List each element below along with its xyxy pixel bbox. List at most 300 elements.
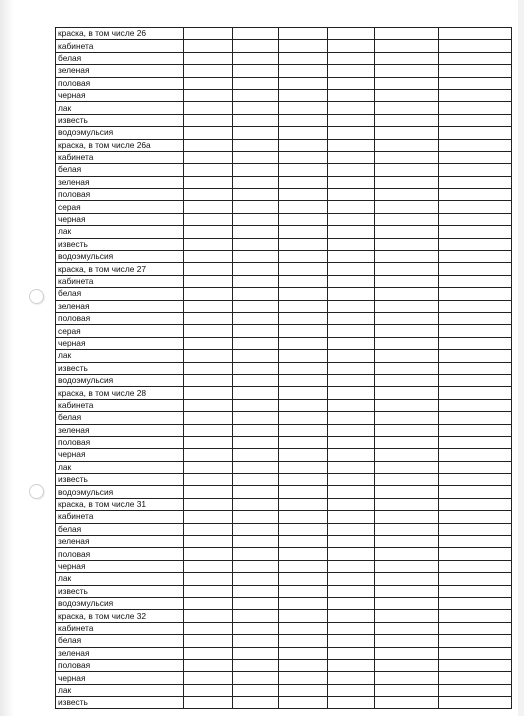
empty-cell [233,436,279,448]
table-row [56,238,512,250]
empty-cell [328,622,375,634]
empty-cell [439,610,512,622]
empty-cell [328,536,375,548]
empty-cell [279,263,328,275]
empty-cell [184,635,233,647]
empty-cell [279,114,328,126]
empty-cell [439,151,512,163]
table-row [56,659,512,671]
empty-cell [279,635,328,647]
empty-cell [328,127,375,139]
empty-cell [375,226,439,238]
empty-cell [184,213,233,225]
empty-cell [439,300,512,312]
empty-cell [233,102,279,114]
table-row [56,325,512,337]
empty-cell [279,374,328,386]
empty-cell [328,139,375,151]
empty-cell [279,350,328,362]
material-label: известь [56,474,184,486]
empty-cell [375,672,439,684]
empty-cell [439,560,512,572]
empty-cell [375,486,439,498]
empty-cell [375,312,439,324]
empty-cell [184,387,233,399]
empty-cell [439,65,512,77]
material-label: зеленая [56,65,184,77]
material-label: краска, в том числе 31 [56,498,184,510]
table-row [56,350,512,362]
empty-cell [279,622,328,634]
empty-cell [184,523,233,535]
empty-cell [184,251,233,263]
empty-cell [279,77,328,89]
empty-cell [233,201,279,213]
empty-cell [233,114,279,126]
table-row [56,474,512,486]
empty-cell [439,176,512,188]
empty-cell [233,275,279,287]
empty-cell [233,77,279,89]
material-label: черная [56,672,184,684]
empty-cell [233,176,279,188]
empty-cell [279,102,328,114]
material-label: краска, в том числе 32 [56,610,184,622]
table-row [56,424,512,436]
empty-cell [328,325,375,337]
materials-table [55,27,512,709]
empty-cell [375,288,439,300]
table-row [56,548,512,560]
empty-cell [233,251,279,263]
empty-cell [439,350,512,362]
empty-cell [184,337,233,349]
empty-cell [233,288,279,300]
empty-cell [439,102,512,114]
empty-cell [279,238,328,250]
empty-cell [184,312,233,324]
empty-cell [279,362,328,374]
empty-cell [328,337,375,349]
empty-cell [184,697,233,709]
material-label: известь [56,114,184,126]
table-row [56,275,512,287]
empty-cell [233,387,279,399]
empty-cell [184,536,233,548]
table-row [56,89,512,101]
table-row [56,288,512,300]
empty-cell [375,89,439,101]
table-row [56,436,512,448]
material-label: белая [56,635,184,647]
empty-cell [184,511,233,523]
empty-cell [279,536,328,548]
table-row [56,213,512,225]
empty-cell [439,251,512,263]
table-row [56,40,512,52]
empty-cell [375,424,439,436]
empty-cell [375,176,439,188]
empty-cell [184,139,233,151]
material-label: краска, в том числе 28 [56,387,184,399]
empty-cell [184,176,233,188]
empty-cell [233,238,279,250]
table-row [56,77,512,89]
empty-cell [439,511,512,523]
material-label: половая [56,77,184,89]
empty-cell [184,374,233,386]
empty-cell [439,28,512,40]
empty-cell [439,89,512,101]
empty-cell [328,89,375,101]
empty-cell [328,238,375,250]
empty-cell [279,560,328,572]
empty-cell [233,263,279,275]
empty-cell [279,164,328,176]
empty-cell [184,560,233,572]
table-row [56,622,512,634]
empty-cell [233,560,279,572]
empty-cell [184,412,233,424]
empty-cell [279,40,328,52]
empty-cell [233,659,279,671]
empty-cell [279,226,328,238]
empty-cell [233,213,279,225]
empty-cell [375,436,439,448]
empty-cell [184,89,233,101]
empty-cell [439,597,512,609]
empty-cell [184,436,233,448]
empty-cell [439,114,512,126]
empty-cell [328,560,375,572]
material-label: белая [56,52,184,64]
empty-cell [328,474,375,486]
empty-cell [439,461,512,473]
empty-cell [375,560,439,572]
empty-cell [233,697,279,709]
empty-cell [439,139,512,151]
empty-cell [375,139,439,151]
punch-hole [29,484,44,499]
empty-cell [375,337,439,349]
empty-cell [328,374,375,386]
material-label: лак [56,350,184,362]
empty-cell [184,65,233,77]
material-label: известь [56,697,184,709]
empty-cell [375,362,439,374]
empty-cell [375,238,439,250]
empty-cell [439,412,512,424]
empty-cell [439,697,512,709]
empty-cell [439,424,512,436]
empty-cell [328,597,375,609]
material-label: известь [56,362,184,374]
empty-cell [233,536,279,548]
empty-cell [439,189,512,201]
table-row [56,139,512,151]
table-row [56,498,512,510]
table-row [56,337,512,349]
empty-cell [279,139,328,151]
empty-cell [279,288,328,300]
material-label: белая [56,288,184,300]
empty-cell [375,114,439,126]
empty-cell [375,300,439,312]
empty-cell [233,127,279,139]
empty-cell [233,449,279,461]
table-row [56,151,512,163]
empty-cell [279,412,328,424]
table-row [56,597,512,609]
page-binding-shadow [0,0,14,720]
empty-cell [328,40,375,52]
empty-cell [279,523,328,535]
material-label: черная [56,213,184,225]
empty-cell [184,201,233,213]
empty-cell [279,486,328,498]
empty-cell [328,213,375,225]
material-label: лак [56,102,184,114]
empty-cell [439,684,512,696]
empty-cell [233,65,279,77]
empty-cell [375,52,439,64]
table-row [56,412,512,424]
empty-cell [328,635,375,647]
table-row [56,449,512,461]
empty-cell [233,399,279,411]
empty-cell [375,102,439,114]
material-label: известь [56,585,184,597]
empty-cell [328,424,375,436]
empty-cell [184,263,233,275]
table-row [56,65,512,77]
material-label: краска, в том числе 27 [56,263,184,275]
empty-cell [439,536,512,548]
empty-cell [328,697,375,709]
empty-cell [233,151,279,163]
empty-cell [233,548,279,560]
table-row [56,610,512,622]
empty-cell [279,697,328,709]
table-row [56,251,512,263]
empty-cell [375,263,439,275]
empty-cell [279,176,328,188]
empty-cell [328,610,375,622]
material-label: половая [56,436,184,448]
table-row [56,585,512,597]
table-row [56,201,512,213]
empty-cell [279,399,328,411]
material-label: краска, в том числе 26 [56,28,184,40]
empty-cell [439,238,512,250]
empty-cell [279,387,328,399]
empty-cell [184,424,233,436]
empty-cell [233,325,279,337]
empty-cell [439,325,512,337]
table-row [56,697,512,709]
empty-cell [439,672,512,684]
empty-cell [279,659,328,671]
empty-cell [279,474,328,486]
empty-cell [375,350,439,362]
empty-cell [375,647,439,659]
empty-cell [375,251,439,263]
table-row [56,523,512,535]
empty-cell [439,40,512,52]
empty-cell [328,461,375,473]
empty-cell [328,226,375,238]
page-bottom-edge [0,716,524,720]
empty-cell [233,684,279,696]
empty-cell [233,610,279,622]
material-label: кабинета [56,622,184,634]
empty-cell [279,461,328,473]
empty-cell [184,597,233,609]
material-label: половая [56,189,184,201]
empty-cell [328,399,375,411]
empty-cell [279,498,328,510]
material-label: лак [56,461,184,473]
empty-cell [328,102,375,114]
material-label: кабинета [56,399,184,411]
empty-cell [328,672,375,684]
empty-cell [184,474,233,486]
empty-cell [375,189,439,201]
empty-cell [233,647,279,659]
empty-cell [279,585,328,597]
empty-cell [233,412,279,424]
table-row [56,52,512,64]
material-label: лак [56,226,184,238]
material-label: водоэмульсия [56,374,184,386]
table-row [56,399,512,411]
empty-cell [375,412,439,424]
material-label: зеленая [56,176,184,188]
empty-cell [233,164,279,176]
empty-cell [439,573,512,585]
empty-cell [439,337,512,349]
table-row [56,573,512,585]
empty-cell [375,201,439,213]
empty-cell [375,213,439,225]
empty-cell [279,597,328,609]
material-label: кабинета [56,275,184,287]
empty-cell [184,647,233,659]
empty-cell [184,449,233,461]
empty-cell [233,498,279,510]
material-label: половая [56,659,184,671]
empty-cell [375,635,439,647]
empty-cell [184,585,233,597]
empty-cell [439,263,512,275]
table-row [56,114,512,126]
empty-cell [375,684,439,696]
empty-cell [328,275,375,287]
empty-cell [233,374,279,386]
table-row [56,28,512,40]
empty-cell [184,573,233,585]
empty-cell [375,449,439,461]
empty-cell [233,573,279,585]
empty-cell [328,189,375,201]
empty-cell [184,40,233,52]
empty-cell [184,461,233,473]
empty-cell [184,238,233,250]
material-label: зеленая [56,536,184,548]
table-row [56,263,512,275]
empty-cell [375,387,439,399]
empty-cell [279,201,328,213]
empty-cell [184,52,233,64]
table-row [56,176,512,188]
empty-cell [439,127,512,139]
empty-cell [375,127,439,139]
empty-cell [328,548,375,560]
empty-cell [184,486,233,498]
empty-cell [328,164,375,176]
empty-cell [184,164,233,176]
empty-cell [328,659,375,671]
empty-cell [375,40,439,52]
empty-cell [279,89,328,101]
empty-cell [184,300,233,312]
empty-cell [184,77,233,89]
empty-cell [439,201,512,213]
material-label: краска, в том числе 26а [56,139,184,151]
empty-cell [375,151,439,163]
table-row [56,536,512,548]
table-row [56,164,512,176]
table-row [56,226,512,238]
table-row [56,102,512,114]
empty-cell [184,288,233,300]
empty-cell [279,312,328,324]
empty-cell [233,28,279,40]
empty-cell [233,461,279,473]
table-row [56,312,512,324]
empty-cell [233,672,279,684]
empty-cell [184,610,233,622]
empty-cell [233,139,279,151]
empty-cell [439,312,512,324]
empty-cell [439,387,512,399]
empty-cell [328,412,375,424]
empty-cell [439,498,512,510]
empty-cell [439,449,512,461]
empty-cell [439,52,512,64]
empty-cell [328,52,375,64]
material-label: водоэмульсия [56,251,184,263]
empty-cell [184,684,233,696]
empty-cell [328,523,375,535]
empty-cell [375,585,439,597]
empty-cell [375,28,439,40]
material-label: черная [56,560,184,572]
empty-cell [233,486,279,498]
empty-cell [439,548,512,560]
empty-cell [279,151,328,163]
empty-cell [439,635,512,647]
material-label: водоэмульсия [56,486,184,498]
empty-cell [233,40,279,52]
table-row [56,189,512,201]
empty-cell [439,436,512,448]
material-label: половая [56,548,184,560]
material-label: водоэмульсия [56,597,184,609]
empty-cell [279,548,328,560]
empty-cell [279,610,328,622]
table-row [56,635,512,647]
